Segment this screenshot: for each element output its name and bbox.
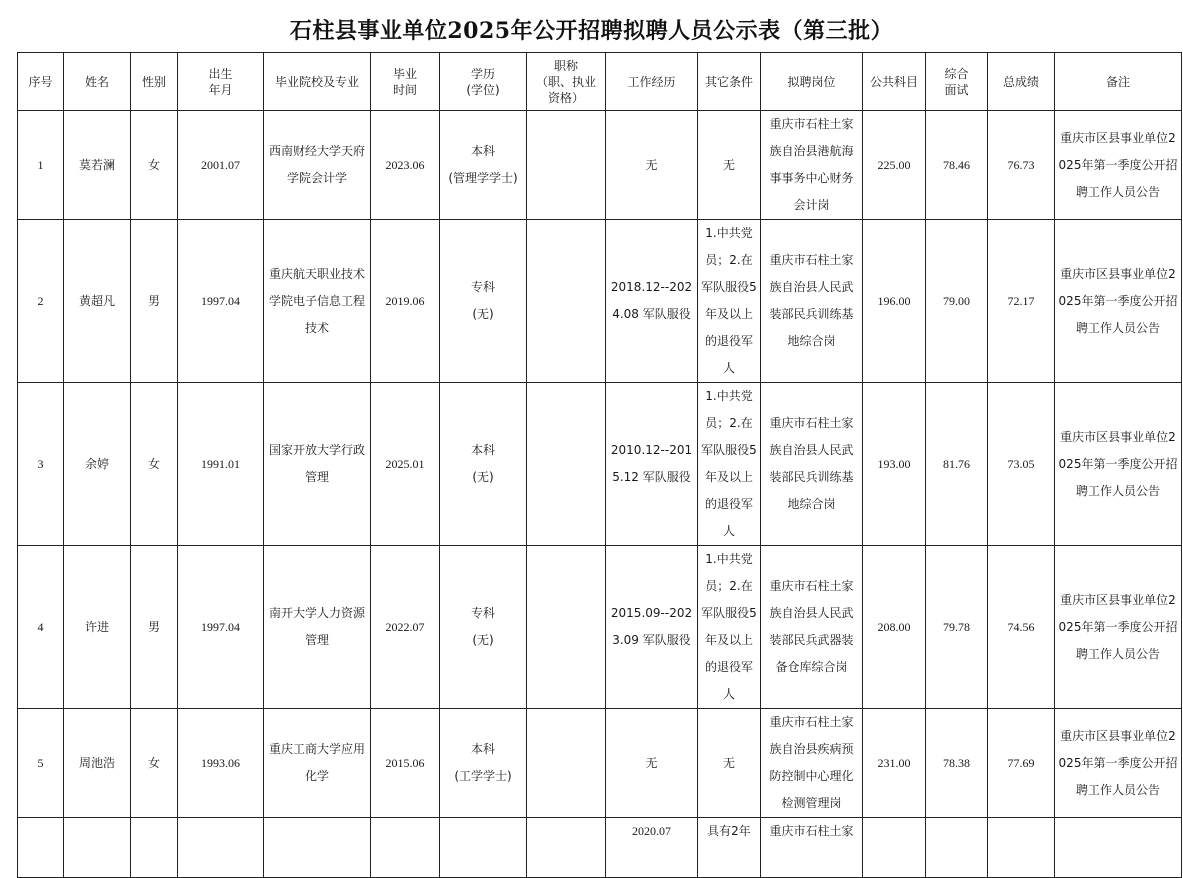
cell-title: [527, 709, 606, 818]
cell-work: 2018.12--2024.08 军队服役: [606, 220, 698, 383]
cell-name: [64, 818, 131, 878]
table-row: [18, 111, 1182, 220]
cell-school: 重庆航天职业技术学院电子信息工程技术: [264, 220, 371, 383]
cell-birth: 2001.07: [178, 111, 264, 220]
cell-no: 4: [18, 546, 64, 709]
cell-remark: [1055, 818, 1182, 878]
cell-remark: 重庆市区县事业单位2025年第一季度公开招聘工作人员公告: [1055, 111, 1182, 220]
header-edu: 学历 (学位): [440, 53, 527, 111]
header-no: 序号: [18, 53, 64, 111]
cell-public-score: 196.00: [863, 220, 926, 383]
cell-total: 74.56: [988, 546, 1055, 709]
cell-title: [527, 383, 606, 546]
cell-no: 1: [18, 111, 64, 220]
cell-public-score: 208.00: [863, 546, 926, 709]
cell-gender: 女: [131, 111, 178, 220]
header-school: 毕业院校及专业: [264, 53, 371, 111]
header-grad: 毕业 时间: [371, 53, 440, 111]
cell-title: [527, 220, 606, 383]
cell-post: 重庆市石柱土家族自治县人民武装部民兵训练基地综合岗: [761, 383, 863, 546]
cell-edu: 本科 (管理学学士): [440, 111, 527, 220]
cell-no: [18, 818, 64, 878]
cell-remark: 重庆市区县事业单位2025年第一季度公开招聘工作人员公告: [1055, 709, 1182, 818]
cell-birth: 1997.04: [178, 546, 264, 709]
table-header-row: [18, 53, 1182, 111]
cell-interview: 79.78: [926, 546, 988, 709]
cell-work: 无: [606, 111, 698, 220]
cell-birth: 1993.06: [178, 709, 264, 818]
cell-work: 无: [606, 709, 698, 818]
cell-remark: 重庆市区县事业单位2025年第一季度公开招聘工作人员公告: [1055, 546, 1182, 709]
cell-school: [264, 818, 371, 878]
header-other: 其它条件: [698, 53, 761, 111]
cell-edu: 本科 (无): [440, 383, 527, 546]
cell-post: 重庆市石柱土家族自治县人民武装部民兵训练基地综合岗: [761, 220, 863, 383]
table-row: [18, 546, 1182, 709]
cell-total: 72.17: [988, 220, 1055, 383]
cell-grad: 2019.06: [371, 220, 440, 383]
cell-edu: 专科 (无): [440, 220, 527, 383]
cell-total: [988, 818, 1055, 878]
table-row: [18, 818, 1182, 878]
cell-birth: [178, 818, 264, 878]
header-name: 姓名: [64, 53, 131, 111]
cell-name: 余婷: [64, 383, 131, 546]
cell-gender: 女: [131, 383, 178, 546]
cell-post: 重庆市石柱土家: [761, 818, 863, 878]
cell-interview: 81.76: [926, 383, 988, 546]
header-gender: 性别: [131, 53, 178, 111]
cell-school: 西南财经大学天府学院会计学: [264, 111, 371, 220]
cell-no: 2: [18, 220, 64, 383]
cell-school: 重庆工商大学应用化学: [264, 709, 371, 818]
cell-name: 许进: [64, 546, 131, 709]
cell-birth: 1997.04: [178, 220, 264, 383]
cell-post: 重庆市石柱土家族自治县人民武装部民兵武器装备仓库综合岗: [761, 546, 863, 709]
page-title: 石柱县事业单位2025年公开招聘拟聘人员公示表（第三批）: [289, 18, 894, 44]
table-row: [18, 709, 1182, 818]
cell-interview: 79.00: [926, 220, 988, 383]
header-birth: 出生 年月: [178, 53, 264, 111]
cell-school: 国家开放大学行政管理: [264, 383, 371, 546]
cell-other: 1.中共党员；2.在军队服役5年及以上的退役军人: [698, 383, 761, 546]
cell-grad: 2015.06: [371, 709, 440, 818]
header-work: 工作经历: [606, 53, 698, 111]
cell-public-score: [863, 818, 926, 878]
cell-no: 3: [18, 383, 64, 546]
cell-title: [527, 818, 606, 878]
cell-remark: 重庆市区县事业单位2025年第一季度公开招聘工作人员公告: [1055, 383, 1182, 546]
cell-grad: 2023.06: [371, 111, 440, 220]
cell-work: 2020.07: [606, 818, 698, 878]
cell-interview: [926, 818, 988, 878]
cell-post: 重庆市石柱土家族自治县港航海事事务中心财务会计岗: [761, 111, 863, 220]
cell-gender: 女: [131, 709, 178, 818]
cell-name: 周池浩: [64, 709, 131, 818]
cell-school: 南开大学人力资源管理: [264, 546, 371, 709]
cell-gender: 男: [131, 220, 178, 383]
cell-title: [527, 546, 606, 709]
header-remark: 备注: [1055, 53, 1182, 111]
header-post: 拟聘岗位: [761, 53, 863, 111]
cell-other: 无: [698, 111, 761, 220]
cell-grad: 2022.07: [371, 546, 440, 709]
header-public-score: 公共科目: [863, 53, 926, 111]
cell-other: 无: [698, 709, 761, 818]
cell-public-score: 231.00: [863, 709, 926, 818]
cell-work: 2010.12--2015.12 军队服役: [606, 383, 698, 546]
cell-total: 73.05: [988, 383, 1055, 546]
cell-work: 2015.09--2023.09 军队服役: [606, 546, 698, 709]
table-row: [18, 383, 1182, 546]
cell-other: 1.中共党员；2.在军队服役5年及以上的退役军人: [698, 546, 761, 709]
cell-edu: [440, 818, 527, 878]
header-title: 职称 （职、执业 资格）: [527, 53, 606, 111]
cell-remark: 重庆市区县事业单位2025年第一季度公开招聘工作人员公告: [1055, 220, 1182, 383]
cell-grad: 2025.01: [371, 383, 440, 546]
cell-edu: 专科 (无): [440, 546, 527, 709]
cell-gender: [131, 818, 178, 878]
cell-name: 莫若澜: [64, 111, 131, 220]
cell-public-score: 225.00: [863, 111, 926, 220]
cell-other: 具有2年: [698, 818, 761, 878]
cell-title: [527, 111, 606, 220]
cell-birth: 1991.01: [178, 383, 264, 546]
cell-total: 77.69: [988, 709, 1055, 818]
cell-no: 5: [18, 709, 64, 818]
header-total: 总成绩: [988, 53, 1055, 111]
cell-edu: 本科 (工学学士): [440, 709, 527, 818]
table-row: [18, 220, 1182, 383]
recruitment-table: [17, 52, 1182, 878]
cell-interview: 78.46: [926, 111, 988, 220]
cell-name: 黄超凡: [64, 220, 131, 383]
cell-post: 重庆市石柱土家族自治县疾病预防控制中心理化检测管理岗: [761, 709, 863, 818]
header-interview: 综合 面试: [926, 53, 988, 111]
cell-grad: [371, 818, 440, 878]
cell-public-score: 193.00: [863, 383, 926, 546]
cell-total: 76.73: [988, 111, 1055, 220]
cell-interview: 78.38: [926, 709, 988, 818]
cell-other: 1.中共党员；2.在军队服役5年及以上的退役军人: [698, 220, 761, 383]
cell-gender: 男: [131, 546, 178, 709]
